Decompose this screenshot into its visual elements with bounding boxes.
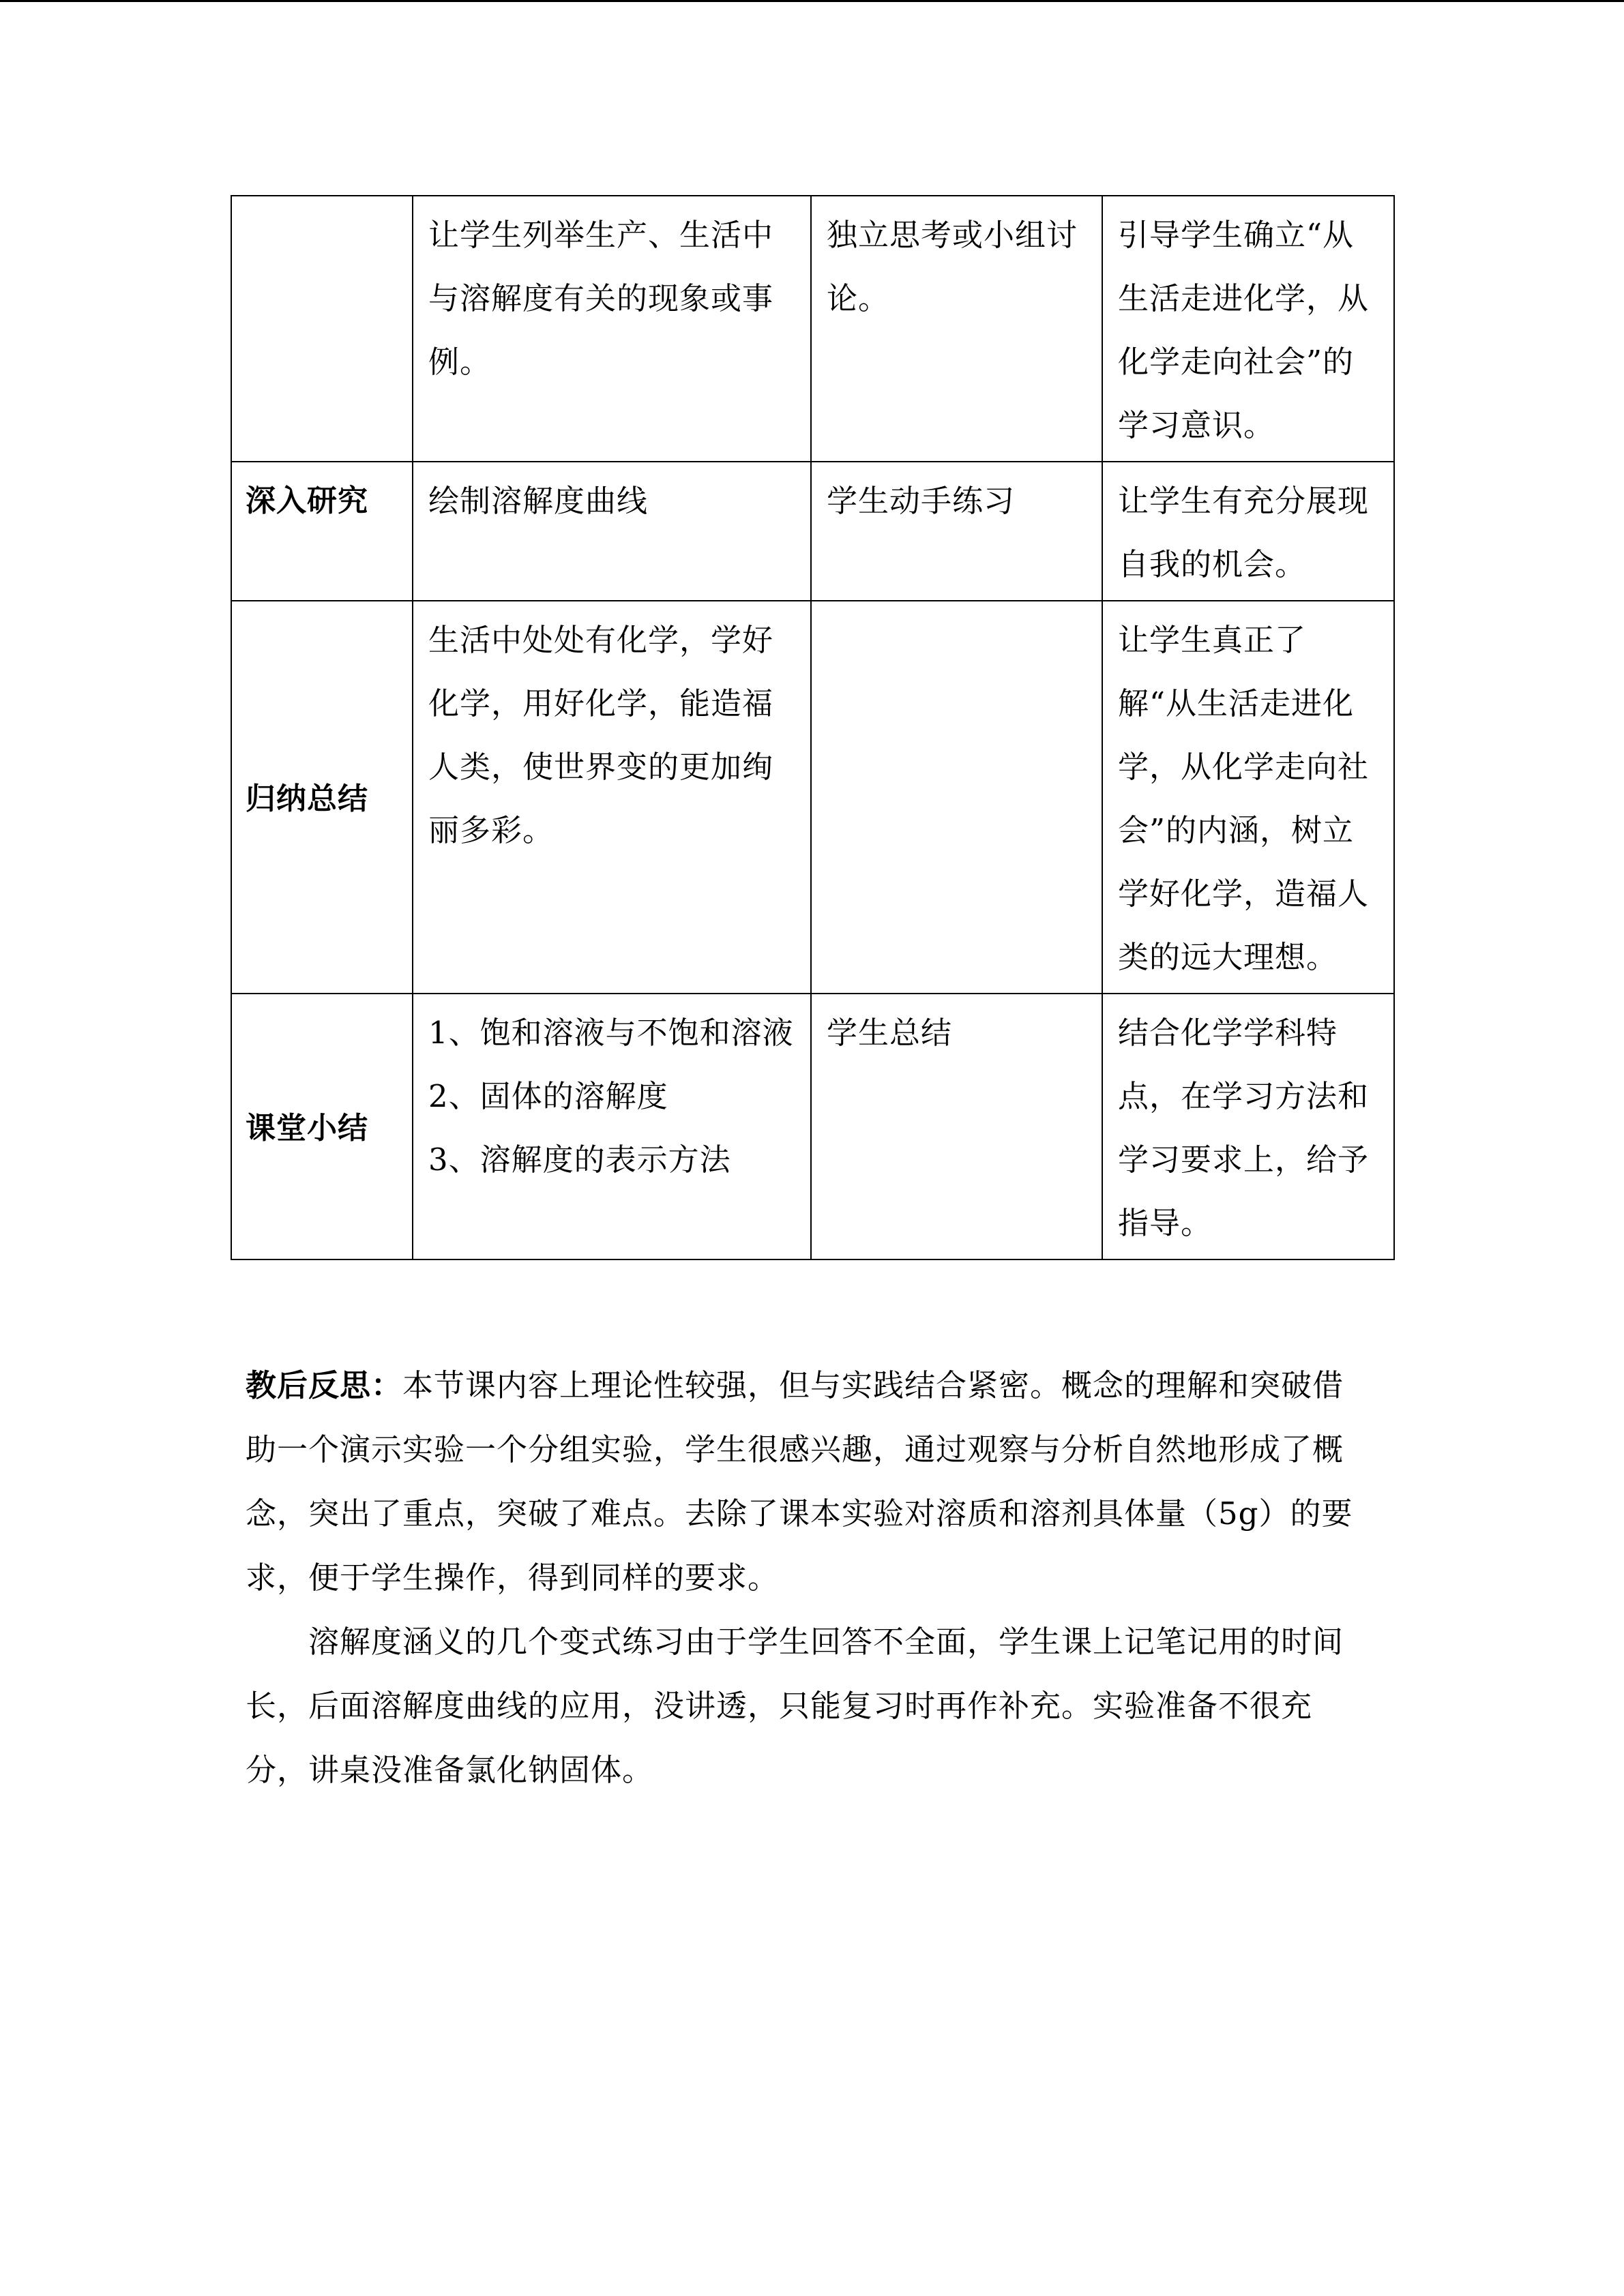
list-item-text: 饱和溶液与不饱和溶液 (479, 1015, 794, 1051)
reflection-text: 本节课内容上理论性较强，但与实践结合紧密。概念的理解和突破借助一个演示实验一个分组实验，学生很感兴趣，通过观察与分析自然地形成了概念，突出了重点，突破了难点。去除了课本实验对溶质和溶剂具体量（5g）的要求，便于学生操作，得到同样的要求。 (246, 1367, 1353, 1596)
table-row-research (231, 462, 1394, 601)
stage-cell (231, 196, 413, 462)
table-row-examples (231, 196, 1394, 462)
lesson-plan-table (231, 195, 1395, 1260)
page-top-border (0, 0, 1624, 2)
activity-cell: 学生总结 (811, 994, 1102, 1259)
stage-cell: 深入研究 (231, 462, 413, 601)
content-cell (413, 994, 811, 1259)
list-item (428, 1128, 795, 1191)
list-item-number: 1、 (428, 1015, 480, 1051)
activity-cell: 独立思考或小组讨论。 (811, 196, 1102, 462)
content-cell: 让学生列举生产、生活中与溶解度有关的现象或事例。 (413, 196, 811, 462)
list-item-number: 2、 (428, 1078, 480, 1114)
summary-list (428, 1001, 795, 1191)
reflection-paragraph: 溶解度涵义的几个变式练习由于学生回答不全面，学生课上记笔记用的时间长，后面溶解度曲线的应用，没讲透，只能复习时再作补充。实验准备不很充分，讲桌没准备氯化钠固体。 (246, 1624, 1344, 1788)
stage-cell: 归纳总结 (231, 601, 413, 994)
reflection-paragraph (246, 1354, 1371, 1610)
activity-cell: 学生动手练习 (811, 462, 1102, 601)
intent-cell: 引导学生确立“从生活走进化学，从化学走向社会”的学习意识。 (1102, 196, 1394, 462)
intent-cell: 结合化学学科特点，在学习方法和学习要求上，给予指导。 (1102, 994, 1394, 1259)
list-item-number: 3、 (428, 1142, 480, 1178)
table-row-summary (231, 601, 1394, 994)
list-item (428, 1064, 795, 1128)
reflection-label: 教后反思： (246, 1367, 403, 1403)
list-item-text: 固体的溶解度 (479, 1078, 668, 1114)
list-item (428, 1001, 795, 1064)
activity-cell (811, 601, 1102, 994)
intent-cell: 让学生真正了解“从生活走进化学，从化学走向社会”的内涵，树立学好化学，造福人类的远大理想。 (1102, 601, 1394, 994)
intent-cell: 让学生有充分展现自我的机会。 (1102, 462, 1394, 601)
teaching-reflection (246, 1354, 1371, 1802)
table-row-class-summary (231, 994, 1394, 1259)
content-cell: 生活中处处有化学，学好化学，用好化学，能造福人类，使世界变的更加绚丽多彩。 (413, 601, 811, 994)
content-cell: 绘制溶解度曲线 (413, 462, 811, 601)
list-item-text: 溶解度的表示方法 (479, 1142, 731, 1178)
stage-cell: 课堂小结 (231, 994, 413, 1259)
